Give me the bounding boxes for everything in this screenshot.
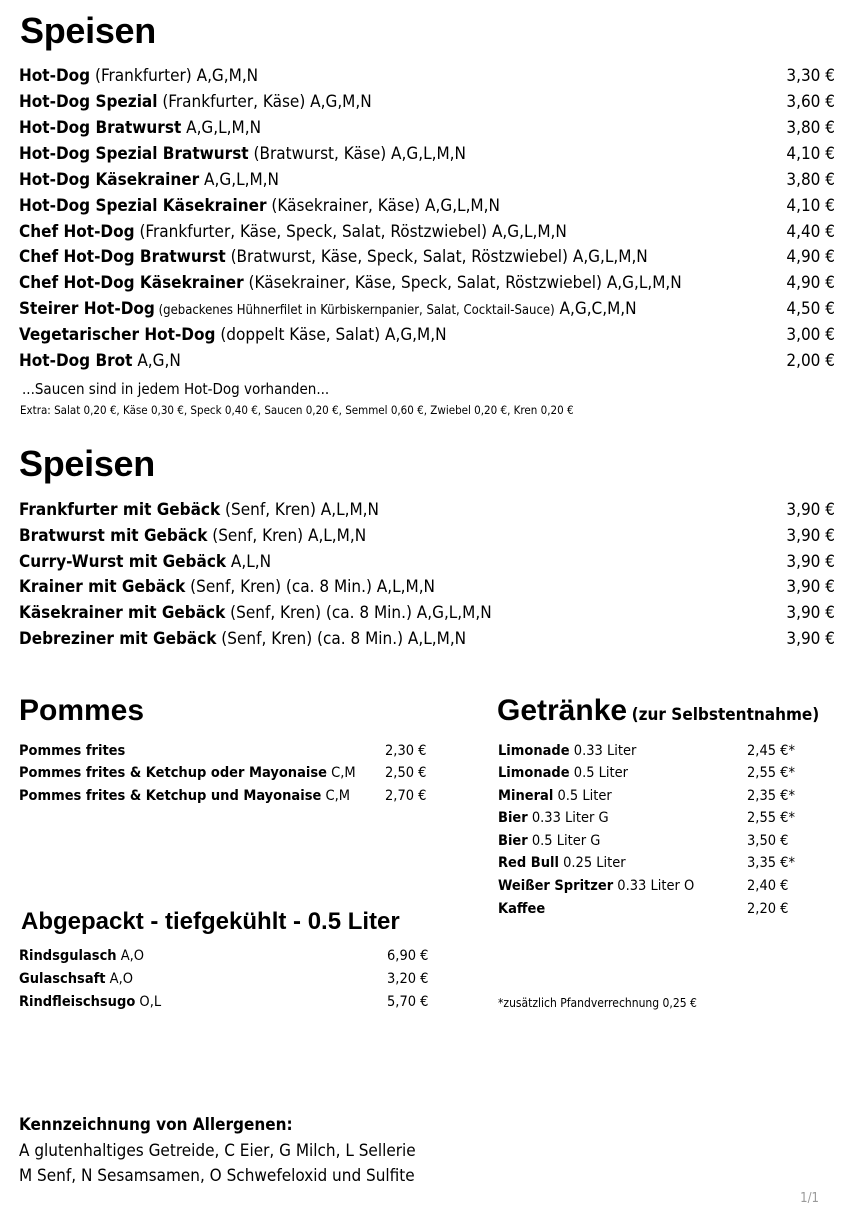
item-price: 4,10 € [786, 196, 835, 216]
item-price: 2,55 €* [747, 765, 795, 781]
item-price: 6,90 € [387, 948, 429, 964]
item-price: 3,90 € [786, 629, 835, 649]
menu-item [498, 833, 600, 849]
item-price: 3,90 € [786, 526, 835, 546]
item-desc: (Senf, Kren) (ca. 8 Min.) A,L,M,N [216, 629, 467, 649]
menu-item [498, 901, 545, 917]
item-price: 3,60 € [786, 92, 835, 112]
item-desc: 0.33 Liter [569, 743, 637, 759]
item-name: Vegetarischer Hot-Dog [19, 325, 216, 345]
item-price: 2,35 €* [747, 788, 795, 804]
menu-item [19, 118, 261, 138]
item-name: Hot-Dog [19, 66, 91, 86]
getraenke-subtitle: (zur Selbstentnahme) [631, 705, 820, 725]
item-name: Käsekrainer mit Gebäck [19, 603, 226, 623]
item-price: 2,45 €* [747, 743, 795, 759]
menu-item [19, 603, 492, 623]
menu-item [19, 351, 181, 371]
item-desc: O,L [135, 994, 162, 1010]
menu-item [19, 552, 271, 572]
sauce-note: ...Saucen sind in jedem Hot-Dog vorhanden... [22, 380, 330, 398]
menu-item [19, 577, 435, 597]
item-desc: 0.5 Liter [569, 765, 629, 781]
item-desc: (Käsekrainer, Käse, Speck, Salat, Röstzwiebel) A,G,L,M,N [243, 273, 682, 293]
item-desc: (Käsekrainer, Käse) A,G,L,M,N [266, 196, 500, 216]
item-desc: (doppelt Käse, Salat) A,G,M,N [215, 325, 447, 345]
item-name: Mineral [498, 788, 554, 804]
item-desc: A,G,N [132, 351, 181, 371]
item-price: 3,90 € [786, 552, 835, 572]
item-desc: (Bratwurst, Käse, Speck, Salat, Röstzwiebel) A,G,L,M,N [225, 247, 648, 267]
item-name: Kaffee [498, 901, 546, 917]
item-name: Debreziner mit Gebäck [19, 629, 217, 649]
menu-item [19, 170, 279, 190]
menu-item [19, 765, 356, 781]
item-desc: 0.33 Liter G [527, 810, 609, 826]
extras-note: Extra: Salat 0,20 €, Käse 0,30 €, Speck 0,40 €, Saucen 0,20 €, Semmel 0,60 €, Zwiebel 0,20 €, Kren 0,20 € [20, 403, 574, 417]
item-desc: (Senf, Kren) (ca. 8 Min.) A,L,M,N [185, 577, 435, 597]
section-title-speisen-1: Speisen [20, 10, 156, 51]
allergen-line-2: M Senf, N Sesamsamen, O Schwefeloxid und Sulfite [19, 1166, 415, 1186]
item-name: Red Bull [498, 855, 559, 871]
item-name: Limonade [498, 765, 570, 781]
item-name: Hot-Dog Spezial [19, 92, 158, 112]
item-desc: (Frankfurter) A,G,M,N [90, 66, 259, 86]
item-desc: (Senf, Kren) A,L,M,N [220, 500, 379, 520]
item-name: Chef Hot-Dog Käsekrainer [19, 273, 244, 293]
item-name: Hot-Dog Spezial Bratwurst [19, 144, 249, 164]
item-name: Hot-Dog Bratwurst [19, 118, 182, 138]
item-desc: (Frankfurter, Käse) A,G,M,N [157, 92, 372, 112]
getraenke-title: Getränke [497, 694, 628, 727]
item-name: Pommes frites & Ketchup und Mayonaise [19, 788, 322, 804]
menu-item [498, 788, 612, 804]
item-desc: 0.5 Liter G [527, 833, 601, 849]
menu-item [19, 92, 372, 112]
menu-item [498, 855, 626, 871]
item-price: 3,35 €* [747, 855, 795, 871]
item-desc: A,G,C,M,N [554, 299, 637, 319]
menu-item [19, 144, 466, 164]
menu-item [19, 66, 258, 86]
item-name: Hot-Dog Brot [19, 351, 133, 371]
item-name: Limonade [498, 743, 570, 759]
item-desc: (Frankfurter, Käse, Speck, Salat, Röstzwiebel) A,G,L,M,N [134, 222, 567, 242]
menu-item [19, 994, 161, 1010]
item-price: 3,90 € [786, 577, 835, 597]
menu-item [19, 788, 350, 804]
menu-item [19, 743, 125, 759]
item-price: 2,40 € [747, 878, 789, 894]
item-desc: A,G,L,M,N [181, 118, 262, 138]
item-name: Pommes frites & Ketchup oder Mayonaise [19, 765, 327, 781]
item-desc: 0.5 Liter [553, 788, 612, 804]
menu-item [19, 196, 500, 216]
item-price: 3,80 € [786, 118, 835, 138]
item-price: 3,90 € [786, 500, 835, 520]
menu-item [19, 500, 379, 520]
item-price: 3,80 € [786, 170, 835, 190]
item-price: 4,50 € [786, 299, 835, 319]
item-price: 4,90 € [786, 273, 835, 293]
item-desc: (Bratwurst, Käse) A,G,L,M,N [248, 144, 466, 164]
item-name: Bier [498, 833, 528, 849]
item-price: 5,70 € [387, 994, 429, 1010]
item-name: Pommes frites [19, 743, 126, 759]
section-title-speisen-2: Speisen [19, 443, 155, 484]
pfand-footnote: *zusätzlich Pfandverrechnung 0,25 € [498, 996, 697, 1010]
item-price: 2,00 € [786, 351, 835, 371]
item-price: 4,10 € [786, 144, 835, 164]
menu-item [19, 629, 466, 649]
menu-item [498, 765, 628, 781]
item-price: 3,20 € [387, 971, 429, 987]
allergen-line-1: A glutenhaltiges Getreide, C Eier, G Milch, L Sellerie [19, 1141, 416, 1161]
menu-item [498, 878, 694, 894]
item-name: Krainer mit Gebäck [19, 577, 186, 597]
item-name: Chef Hot-Dog Bratwurst [19, 247, 226, 267]
menu-item [19, 971, 133, 987]
item-desc: (Senf, Kren) (ca. 8 Min.) A,G,L,M,N [225, 603, 492, 623]
item-name: Curry-Wurst mit Gebäck [19, 552, 227, 572]
item-price: 3,50 € [747, 833, 789, 849]
item-name: Weißer Spritzer [498, 878, 614, 894]
menu-item [19, 948, 144, 964]
item-price: 3,00 € [786, 325, 835, 345]
menu-item [19, 222, 567, 242]
item-name: Hot-Dog Käsekrainer [19, 170, 200, 190]
menu-item [19, 273, 682, 293]
item-price: 2,55 €* [747, 810, 795, 826]
item-price: 3,30 € [786, 66, 835, 86]
item-desc: A,G,L,M,N [199, 170, 279, 190]
section-title-abgepackt: Abgepackt - tiefgekühlt - 0.5 Liter [21, 908, 400, 935]
item-name: Steirer Hot-Dog [19, 299, 155, 319]
section-title-pommes: Pommes [19, 694, 145, 727]
item-desc: (Senf, Kren) A,L,M,N [207, 526, 367, 546]
item-name: Rindfleischsugo [19, 994, 136, 1010]
item-desc: C,M [326, 765, 356, 781]
item-name: Bier [498, 810, 528, 826]
item-desc: 0.25 Liter [558, 855, 626, 871]
item-desc: C,M [321, 788, 350, 804]
menu-item [498, 810, 609, 826]
page-number: 1/1 [800, 1191, 819, 1206]
item-name: Rindsgulasch [19, 948, 117, 964]
item-price: 4,40 € [786, 222, 835, 242]
item-name: Frankfurter mit Gebäck [19, 500, 221, 520]
item-price: 2,50 € [385, 765, 427, 781]
menu-item [19, 299, 637, 319]
section-title-getraenke [497, 694, 819, 728]
item-name: Chef Hot-Dog [19, 222, 135, 242]
menu-item [19, 526, 366, 546]
item-price: 2,70 € [385, 788, 427, 804]
item-desc: 0.33 Liter O [613, 878, 695, 894]
item-desc: A,O [105, 971, 134, 987]
item-price: 4,90 € [786, 247, 835, 267]
item-price: 2,20 € [747, 901, 789, 917]
item-name: Hot-Dog Spezial Käsekrainer [19, 196, 267, 216]
item-price: 3,90 € [786, 603, 835, 623]
item-desc: A,L,N [226, 552, 272, 572]
menu-item [498, 743, 636, 759]
item-name: Bratwurst mit Gebäck [19, 526, 208, 546]
item-desc: A,O [116, 948, 145, 964]
item-desc-small: (gebackenes Hühnerfilet in Kürbiskernpanier, Salat, Cocktail-Sauce) [154, 303, 555, 318]
item-price: 2,30 € [385, 743, 427, 759]
allergen-heading: Kennzeichnung von Allergenen: [19, 1115, 293, 1135]
menu-item [19, 247, 648, 267]
menu-item [19, 325, 447, 345]
item-name: Gulaschsaft [19, 971, 106, 987]
